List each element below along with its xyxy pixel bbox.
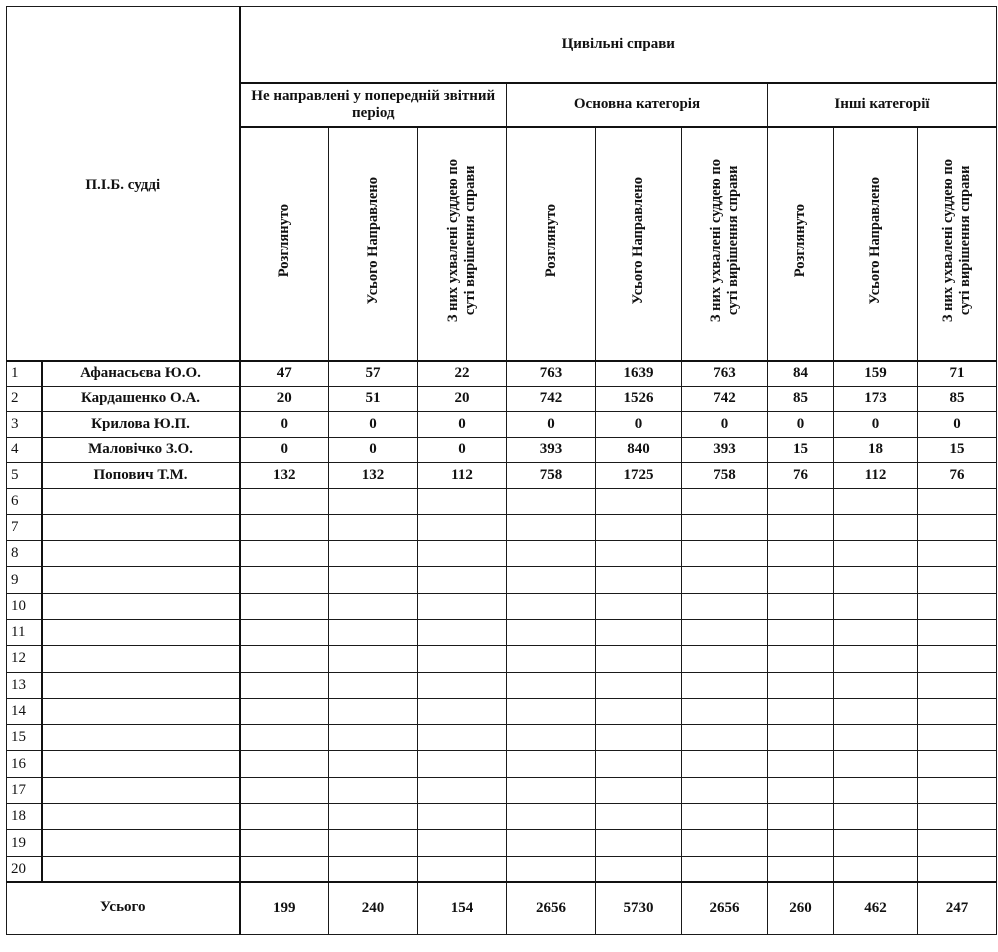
value-cell <box>329 751 418 777</box>
total-value: 2656 <box>507 882 596 934</box>
value-cell <box>240 567 329 593</box>
subcol-line: Усього Направлено <box>867 177 883 305</box>
value-cell <box>682 541 768 567</box>
value-cell <box>768 698 834 724</box>
table-row <box>7 567 997 593</box>
value-cell <box>418 777 507 803</box>
value-cell <box>768 488 834 514</box>
value-cell <box>596 619 682 645</box>
value-cell <box>768 856 834 882</box>
value-cell <box>682 514 768 540</box>
value-cell <box>596 777 682 803</box>
judge-name <box>42 593 240 619</box>
row-number: 9 <box>7 567 42 593</box>
value-cell <box>768 514 834 540</box>
total-value: 5730 <box>596 882 682 934</box>
value-cell <box>596 646 682 672</box>
value-cell <box>418 646 507 672</box>
value-cell <box>596 672 682 698</box>
value-cell <box>918 541 997 567</box>
table-row <box>7 804 997 830</box>
value-cell <box>682 619 768 645</box>
value-cell <box>682 567 768 593</box>
value-cell: 742 <box>682 386 768 412</box>
value-cell <box>768 567 834 593</box>
table-row <box>7 386 997 412</box>
table-row <box>7 488 997 514</box>
value-cell <box>918 646 997 672</box>
value-cell <box>240 830 329 856</box>
subcol-label <box>792 204 809 277</box>
subcol-header-1-2 <box>329 127 418 361</box>
value-cell: 758 <box>507 463 596 489</box>
value-cell <box>768 646 834 672</box>
value-cell <box>682 856 768 882</box>
judge-name <box>42 514 240 540</box>
value-cell <box>682 804 768 830</box>
value-cell <box>682 593 768 619</box>
value-cell <box>240 751 329 777</box>
value-cell <box>834 672 918 698</box>
value-cell <box>918 751 997 777</box>
value-cell <box>418 567 507 593</box>
value-cell <box>418 804 507 830</box>
judge-name <box>42 672 240 698</box>
value-cell <box>834 830 918 856</box>
value-cell <box>834 593 918 619</box>
value-cell: 76 <box>918 463 997 489</box>
row-number: 20 <box>7 856 42 882</box>
table-row <box>7 698 997 724</box>
value-cell: 0 <box>240 437 329 463</box>
value-cell: 71 <box>918 361 997 387</box>
value-cell <box>834 856 918 882</box>
value-cell: 85 <box>768 386 834 412</box>
judge-name <box>42 751 240 777</box>
value-cell <box>768 619 834 645</box>
value-cell <box>918 672 997 698</box>
value-cell <box>918 619 997 645</box>
row-number: 8 <box>7 541 42 567</box>
value-cell <box>329 488 418 514</box>
value-cell <box>418 619 507 645</box>
value-cell: 51 <box>329 386 418 412</box>
value-cell: 1526 <box>596 386 682 412</box>
value-cell <box>507 725 596 751</box>
value-cell <box>507 646 596 672</box>
value-cell <box>834 751 918 777</box>
value-cell <box>418 856 507 882</box>
subcol-label <box>867 177 884 304</box>
value-cell: 0 <box>768 412 834 438</box>
value-cell <box>329 856 418 882</box>
value-cell: 85 <box>918 386 997 412</box>
value-cell <box>596 488 682 514</box>
value-cell <box>918 725 997 751</box>
table-row <box>7 777 997 803</box>
value-cell <box>418 593 507 619</box>
judge-name <box>42 567 240 593</box>
total-value: 260 <box>768 882 834 934</box>
row-number: 13 <box>7 672 42 698</box>
total-value: 199 <box>240 882 329 934</box>
value-cell <box>507 856 596 882</box>
row-number: 1 <box>7 361 42 387</box>
row-number: 17 <box>7 777 42 803</box>
value-cell: 22 <box>418 361 507 387</box>
value-cell <box>596 541 682 567</box>
value-cell <box>329 777 418 803</box>
value-cell <box>418 514 507 540</box>
judge-name <box>42 488 240 514</box>
row-number: 3 <box>7 412 42 438</box>
value-cell <box>596 751 682 777</box>
value-cell <box>682 830 768 856</box>
judge-name: Попович Т.М. <box>42 463 240 489</box>
table-row <box>7 463 997 489</box>
judge-name <box>42 541 240 567</box>
value-cell <box>329 725 418 751</box>
row-number: 12 <box>7 646 42 672</box>
judge-name <box>42 698 240 724</box>
value-cell <box>834 646 918 672</box>
value-cell <box>240 777 329 803</box>
value-cell <box>918 488 997 514</box>
value-cell <box>240 672 329 698</box>
subcol-label <box>708 159 742 322</box>
subcol-line: Усього Направлено <box>364 177 381 305</box>
value-cell <box>682 751 768 777</box>
value-cell <box>768 751 834 777</box>
value-cell: 393 <box>507 437 596 463</box>
row-number: 18 <box>7 804 42 830</box>
total-value: 240 <box>329 882 418 934</box>
value-cell <box>418 725 507 751</box>
subcol-header-1-1 <box>240 127 329 361</box>
value-cell <box>682 698 768 724</box>
value-cell <box>768 672 834 698</box>
value-cell <box>596 514 682 540</box>
value-cell <box>240 541 329 567</box>
value-cell <box>834 804 918 830</box>
subcol-line: Усього Направлено <box>630 177 646 305</box>
value-cell <box>418 541 507 567</box>
table-row <box>7 412 997 438</box>
value-cell <box>834 514 918 540</box>
value-cell <box>918 514 997 540</box>
value-cell <box>240 593 329 619</box>
value-cell <box>768 777 834 803</box>
value-cell <box>918 567 997 593</box>
judge-name: Афанасьєва Ю.О. <box>42 361 240 387</box>
row-number: 4 <box>7 437 42 463</box>
subcol-label <box>543 204 560 277</box>
table-row <box>7 751 997 777</box>
total-label: Усього <box>7 882 240 934</box>
value-cell: 159 <box>834 361 918 387</box>
value-cell <box>507 830 596 856</box>
row-number: 15 <box>7 725 42 751</box>
value-cell <box>329 514 418 540</box>
judge-name <box>42 804 240 830</box>
value-cell <box>918 593 997 619</box>
row-number: 10 <box>7 593 42 619</box>
value-cell <box>240 698 329 724</box>
value-cell: 758 <box>682 463 768 489</box>
value-cell <box>918 698 997 724</box>
value-cell: 1725 <box>596 463 682 489</box>
value-cell: 57 <box>329 361 418 387</box>
total-value: 154 <box>418 882 507 934</box>
judge-name <box>42 777 240 803</box>
subcol-line: суті вирішення справи <box>957 166 973 316</box>
value-cell: 742 <box>507 386 596 412</box>
subcol-header-3-2 <box>834 127 918 361</box>
value-cell <box>596 567 682 593</box>
value-cell <box>240 514 329 540</box>
value-cell <box>918 804 997 830</box>
value-cell <box>329 541 418 567</box>
table-row <box>7 830 997 856</box>
value-cell <box>507 619 596 645</box>
judge-name <box>42 619 240 645</box>
group-header-2: Основна категорія <box>507 83 768 127</box>
value-cell <box>329 593 418 619</box>
total-value: 2656 <box>682 882 768 934</box>
subcol-header-1-3 <box>418 127 507 361</box>
value-cell: 763 <box>507 361 596 387</box>
value-cell <box>329 672 418 698</box>
value-cell: 840 <box>596 437 682 463</box>
row-number: 7 <box>7 514 42 540</box>
subcol-label <box>630 177 647 304</box>
subcol-label <box>365 177 382 304</box>
value-cell <box>507 514 596 540</box>
judge-name: Маловічко З.О. <box>42 437 240 463</box>
value-cell <box>240 488 329 514</box>
value-cell <box>834 619 918 645</box>
value-cell <box>507 672 596 698</box>
value-cell <box>768 593 834 619</box>
value-cell <box>507 567 596 593</box>
value-cell <box>329 619 418 645</box>
value-cell <box>834 725 918 751</box>
value-cell <box>507 541 596 567</box>
value-cell <box>682 488 768 514</box>
value-cell: 132 <box>240 463 329 489</box>
value-cell <box>240 725 329 751</box>
value-cell <box>329 567 418 593</box>
value-cell <box>240 804 329 830</box>
value-cell: 112 <box>834 463 918 489</box>
report-table <box>6 6 997 935</box>
value-cell <box>682 646 768 672</box>
value-cell <box>507 804 596 830</box>
value-cell <box>768 541 834 567</box>
row-number: 5 <box>7 463 42 489</box>
judge-name <box>42 830 240 856</box>
value-cell <box>834 777 918 803</box>
value-cell: 0 <box>418 437 507 463</box>
subcol-line: Розглянуто <box>275 204 292 278</box>
row-number: 14 <box>7 698 42 724</box>
subcol-label <box>940 159 974 322</box>
value-cell <box>918 856 997 882</box>
value-cell: 0 <box>329 412 418 438</box>
subcol-header-3-1 <box>768 127 834 361</box>
subcol-line: суті вирішення справи <box>724 166 741 316</box>
value-cell: 0 <box>918 412 997 438</box>
group-header-3: Інші категорії <box>768 83 997 127</box>
table-row <box>7 646 997 672</box>
value-cell: 763 <box>682 361 768 387</box>
subcol-label <box>445 159 479 322</box>
value-cell <box>507 777 596 803</box>
value-cell <box>507 698 596 724</box>
subcol-line: З них ухвалені суддею по <box>707 159 724 323</box>
row-number: 19 <box>7 830 42 856</box>
value-cell <box>418 488 507 514</box>
value-cell <box>329 804 418 830</box>
value-cell <box>834 488 918 514</box>
subcol-line: З них ухвалені суддею по <box>940 159 956 323</box>
value-cell: 0 <box>329 437 418 463</box>
value-cell: 0 <box>240 412 329 438</box>
value-cell <box>596 856 682 882</box>
value-cell: 0 <box>507 412 596 438</box>
judge-name-header: П.І.Б. судді <box>7 7 240 361</box>
row-number: 6 <box>7 488 42 514</box>
value-cell <box>418 698 507 724</box>
subcol-line: суті вирішення справи <box>462 166 478 316</box>
table-row <box>7 725 997 751</box>
table-row <box>7 541 997 567</box>
value-cell <box>682 777 768 803</box>
value-cell: 20 <box>418 386 507 412</box>
value-cell <box>507 751 596 777</box>
value-cell <box>240 619 329 645</box>
value-cell: 15 <box>768 437 834 463</box>
subcol-header-3-3 <box>918 127 997 361</box>
value-cell <box>918 777 997 803</box>
judge-name <box>42 725 240 751</box>
value-cell <box>507 593 596 619</box>
table-row <box>7 856 997 882</box>
row-number: 2 <box>7 386 42 412</box>
table-row <box>7 593 997 619</box>
value-cell <box>596 593 682 619</box>
value-cell: 1639 <box>596 361 682 387</box>
subcol-header-2-3 <box>682 127 768 361</box>
value-cell: 20 <box>240 386 329 412</box>
value-cell <box>768 830 834 856</box>
value-cell <box>768 804 834 830</box>
subcol-line: З них ухвалені суддею по <box>445 159 461 323</box>
value-cell: 76 <box>768 463 834 489</box>
value-cell: 0 <box>596 412 682 438</box>
civil-cases-report <box>6 6 997 935</box>
table-row <box>7 619 997 645</box>
total-value: 462 <box>834 882 918 934</box>
value-cell <box>682 725 768 751</box>
row-number: 16 <box>7 751 42 777</box>
total-value: 247 <box>918 882 997 934</box>
total-row <box>7 882 997 934</box>
table-row <box>7 514 997 540</box>
judge-name: Крилова Ю.П. <box>42 412 240 438</box>
value-cell <box>682 672 768 698</box>
value-cell <box>596 830 682 856</box>
value-cell <box>596 698 682 724</box>
value-cell <box>418 830 507 856</box>
value-cell: 0 <box>682 412 768 438</box>
value-cell <box>768 725 834 751</box>
value-cell: 112 <box>418 463 507 489</box>
value-cell <box>507 488 596 514</box>
civil-cases-header: Цивільні справи <box>240 7 997 83</box>
group-header-1: Не направлені у попередній звітний період <box>240 83 507 127</box>
value-cell <box>329 830 418 856</box>
judge-name: Кардашенко О.А. <box>42 386 240 412</box>
subcol-label <box>276 204 293 277</box>
subcol-line: Розглянуто <box>542 204 559 278</box>
value-cell <box>418 672 507 698</box>
value-cell: 84 <box>768 361 834 387</box>
value-cell <box>834 698 918 724</box>
value-cell <box>329 646 418 672</box>
value-cell <box>329 698 418 724</box>
judge-name <box>42 646 240 672</box>
table-row <box>7 361 997 387</box>
value-cell: 0 <box>834 412 918 438</box>
row-number: 11 <box>7 619 42 645</box>
value-cell <box>834 541 918 567</box>
judge-name <box>42 856 240 882</box>
value-cell <box>418 751 507 777</box>
value-cell: 15 <box>918 437 997 463</box>
value-cell: 393 <box>682 437 768 463</box>
value-cell <box>240 856 329 882</box>
subcol-line: Розглянуто <box>792 204 808 278</box>
value-cell: 47 <box>240 361 329 387</box>
table-row <box>7 672 997 698</box>
value-cell: 173 <box>834 386 918 412</box>
subcol-header-2-1 <box>507 127 596 361</box>
table-row <box>7 437 997 463</box>
value-cell <box>918 830 997 856</box>
value-cell <box>240 646 329 672</box>
value-cell: 0 <box>418 412 507 438</box>
value-cell: 18 <box>834 437 918 463</box>
value-cell <box>596 725 682 751</box>
value-cell: 132 <box>329 463 418 489</box>
subcol-header-2-2 <box>596 127 682 361</box>
value-cell <box>596 804 682 830</box>
value-cell <box>834 567 918 593</box>
